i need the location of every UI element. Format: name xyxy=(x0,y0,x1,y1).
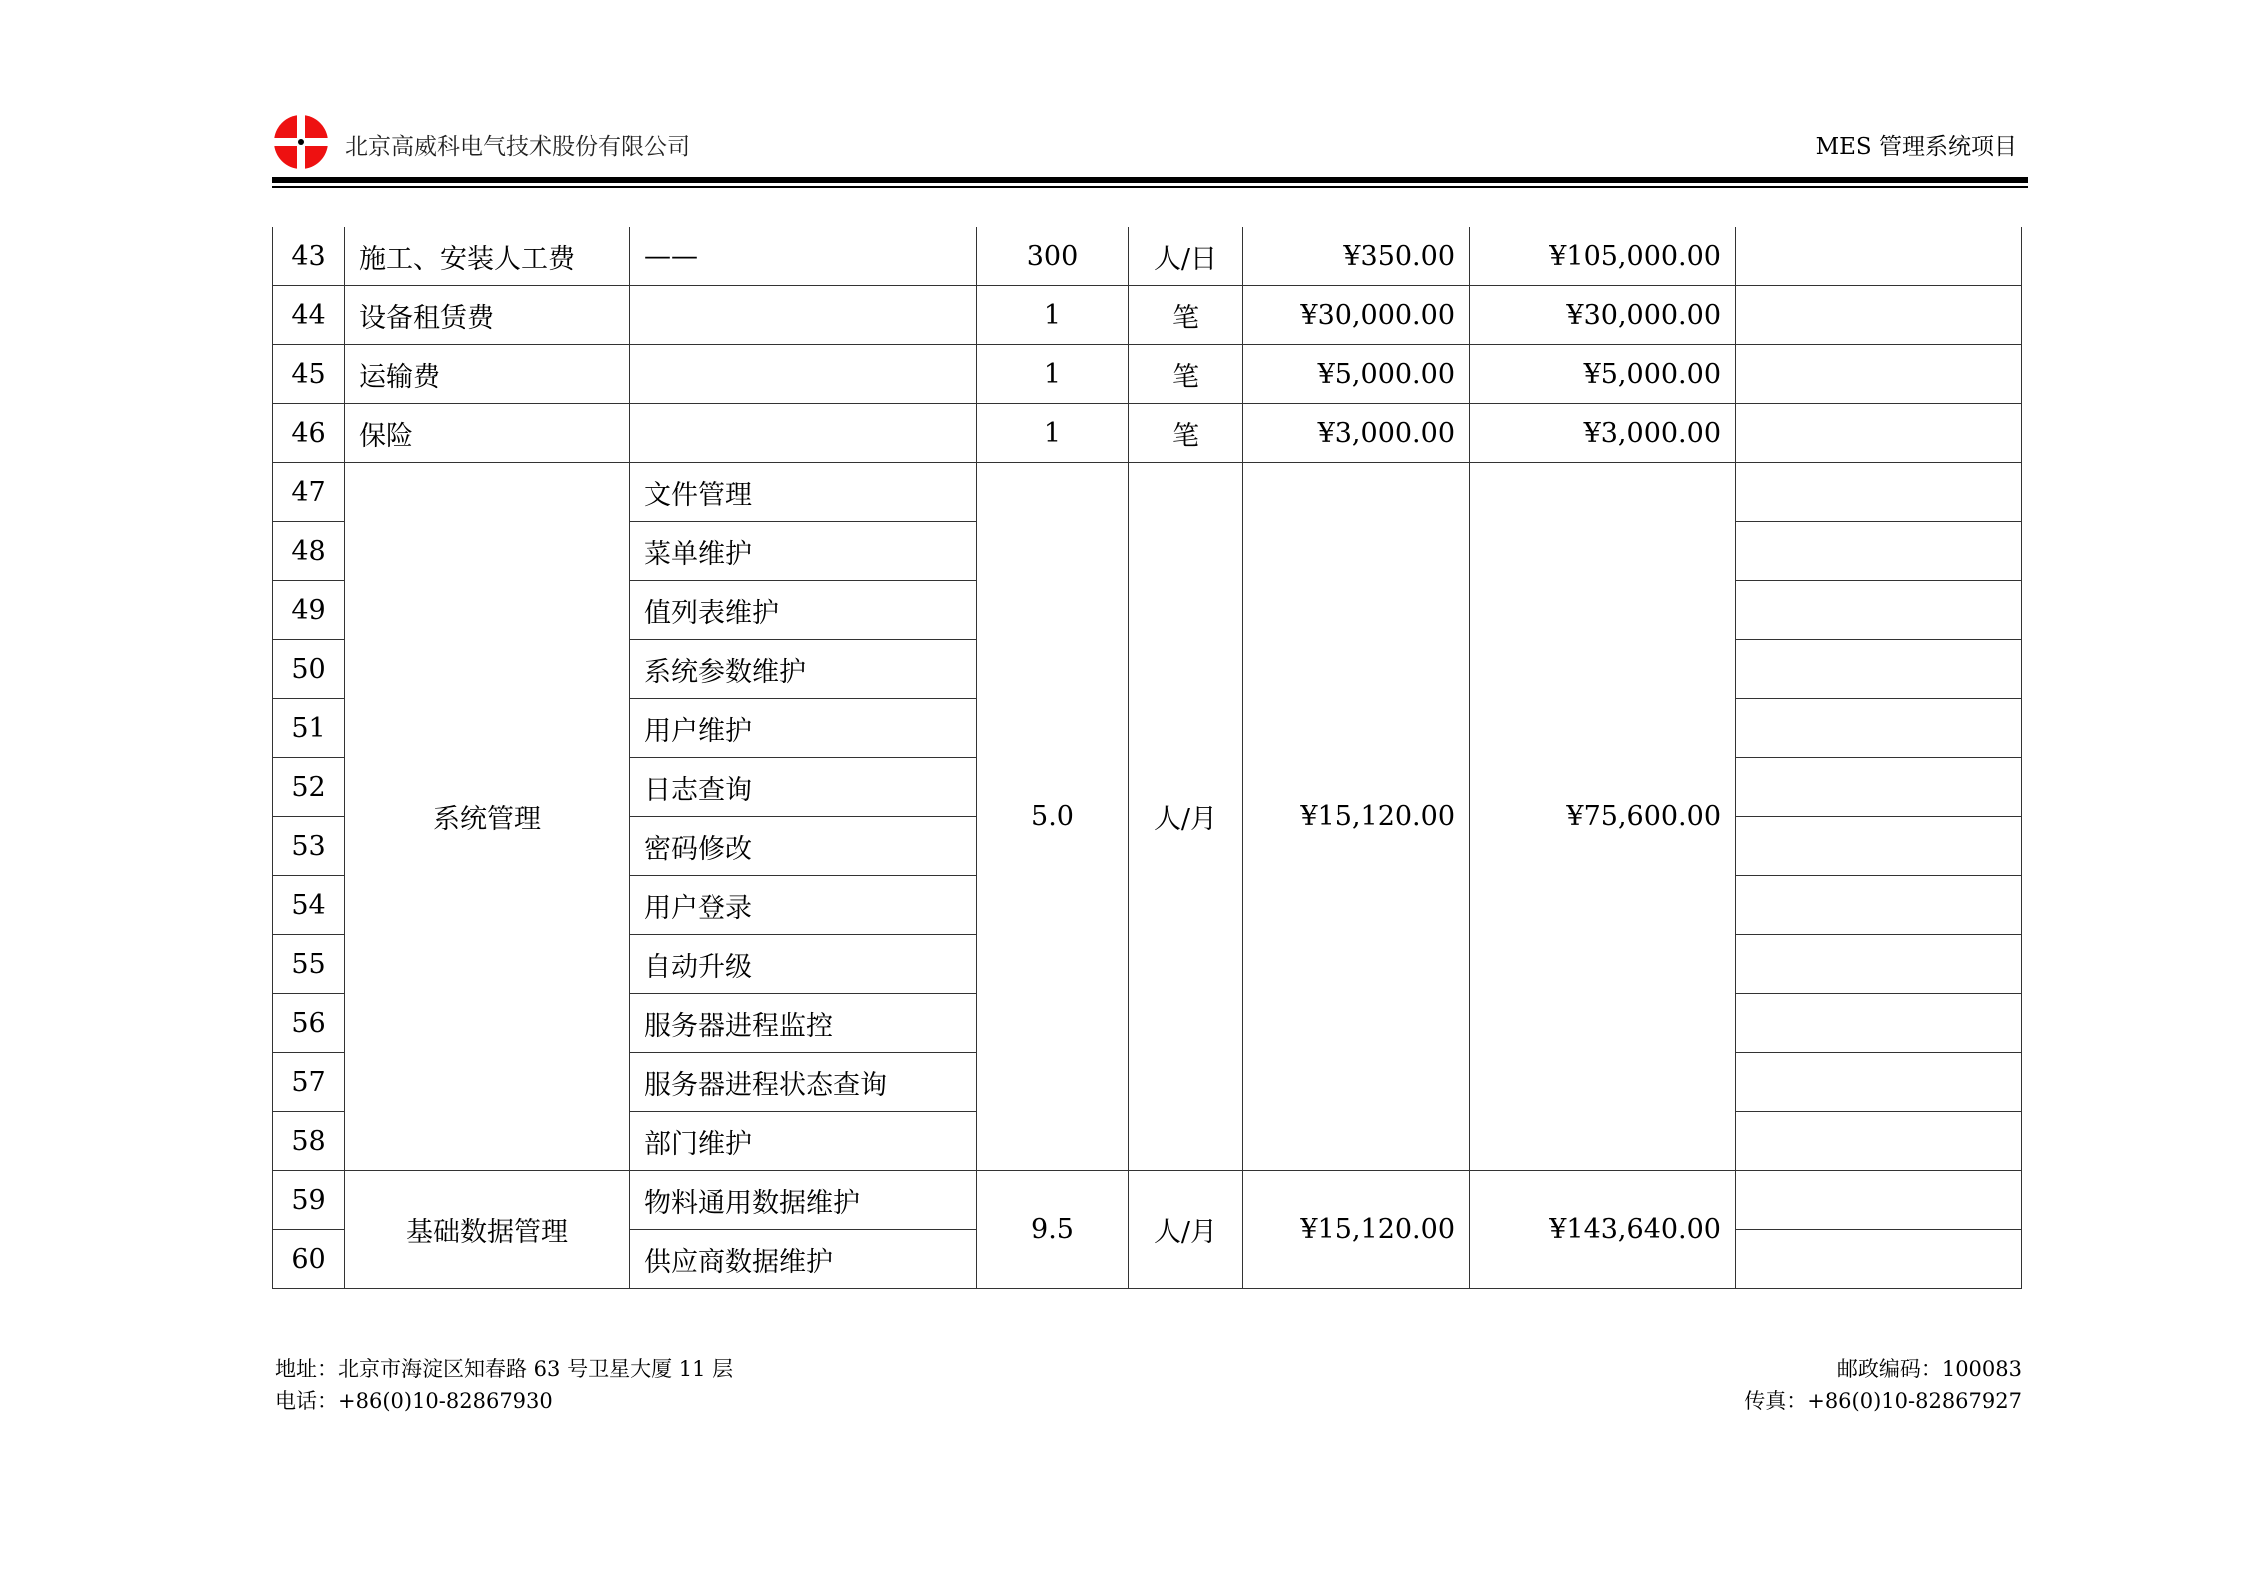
cell-total: ¥3,000.00 xyxy=(1470,404,1736,463)
cell-total: ¥143,640.00 xyxy=(1470,1171,1736,1289)
cell-detail: 日志查询 xyxy=(630,758,977,817)
cell-remark xyxy=(1736,817,2022,876)
table-row xyxy=(273,227,2022,286)
cell-name: 设备租赁费 xyxy=(345,286,630,345)
cell-detail: 自动升级 xyxy=(630,935,977,994)
cell-remark xyxy=(1736,463,2022,522)
cell-unit: 笔 xyxy=(1129,345,1243,404)
cell-remark xyxy=(1736,345,2022,404)
cell-remark xyxy=(1736,227,2022,286)
table-row xyxy=(273,463,2022,522)
cell-price: ¥3,000.00 xyxy=(1243,404,1470,463)
cell-unit: 人/日 xyxy=(1129,227,1243,286)
footer-fax: 传真：+86(0)10-82867927 xyxy=(1744,1389,2022,1413)
cell-price: ¥30,000.00 xyxy=(1243,286,1470,345)
cell-detail: 系统参数维护 xyxy=(630,640,977,699)
cell-unit: 笔 xyxy=(1129,286,1243,345)
cell-detail: 部门维护 xyxy=(630,1112,977,1171)
table-row xyxy=(273,1171,2022,1230)
cell-no: 60 xyxy=(273,1230,345,1289)
cell-price: ¥350.00 xyxy=(1243,227,1470,286)
cell-qty: 5.0 xyxy=(977,463,1129,1171)
cell-no: 43 xyxy=(273,227,345,286)
cell-no: 50 xyxy=(273,640,345,699)
cell-remark xyxy=(1736,699,2022,758)
cell-no: 47 xyxy=(273,463,345,522)
cell-detail: 物料通用数据维护 xyxy=(630,1171,977,1230)
cell-qty: 1 xyxy=(977,404,1129,463)
cell-no: 44 xyxy=(273,286,345,345)
cell-total: ¥5,000.00 xyxy=(1470,345,1736,404)
cell-qty: 1 xyxy=(977,345,1129,404)
cell-detail xyxy=(630,286,977,345)
cell-remark xyxy=(1736,404,2022,463)
company-name: 北京高威科电气技术股份有限公司 xyxy=(345,134,690,160)
cell-no: 59 xyxy=(273,1171,345,1230)
cell-no: 51 xyxy=(273,699,345,758)
cell-no: 46 xyxy=(273,404,345,463)
cell-price: ¥15,120.00 xyxy=(1243,1171,1470,1289)
cell-name: 施工、安装人工费 xyxy=(345,227,630,286)
cell-no: 52 xyxy=(273,758,345,817)
cell-detail: 服务器进程监控 xyxy=(630,994,977,1053)
cell-detail: —— xyxy=(630,227,977,286)
quote-table xyxy=(272,227,2022,1289)
footer-postcode: 邮政编码：100083 xyxy=(1836,1357,2022,1381)
cell-qty: 9.5 xyxy=(977,1171,1129,1289)
header-rule-thin xyxy=(272,186,2028,188)
cell-remark xyxy=(1736,1112,2022,1171)
cell-remark xyxy=(1736,994,2022,1053)
cell-unit: 人/月 xyxy=(1129,1171,1243,1289)
cell-remark xyxy=(1736,1053,2022,1112)
table-row xyxy=(273,345,2022,404)
cell-remark xyxy=(1736,522,2022,581)
cell-remark xyxy=(1736,581,2022,640)
cell-no: 58 xyxy=(273,1112,345,1171)
cell-detail xyxy=(630,404,977,463)
footer-address: 地址：北京市海淀区知春路 63 号卫星大厦 11 层 xyxy=(275,1357,734,1381)
cell-remark xyxy=(1736,876,2022,935)
cell-detail: 文件管理 xyxy=(630,463,977,522)
cell-remark xyxy=(1736,1230,2022,1289)
cell-remark xyxy=(1736,1171,2022,1230)
cell-remark xyxy=(1736,935,2022,994)
cell-name: 保险 xyxy=(345,404,630,463)
cell-remark xyxy=(1736,640,2022,699)
cell-detail: 值列表维护 xyxy=(630,581,977,640)
cell-no: 53 xyxy=(273,817,345,876)
cell-detail: 用户维护 xyxy=(630,699,977,758)
cell-remark xyxy=(1736,758,2022,817)
cell-total: ¥105,000.00 xyxy=(1470,227,1736,286)
cell-unit: 笔 xyxy=(1129,404,1243,463)
cell-no: 55 xyxy=(273,935,345,994)
cell-group-name: 基础数据管理 xyxy=(345,1171,630,1289)
project-title: MES 管理系统项目 xyxy=(1815,134,2017,160)
cell-price: ¥5,000.00 xyxy=(1243,345,1470,404)
cell-no: 54 xyxy=(273,876,345,935)
cell-qty: 300 xyxy=(977,227,1129,286)
cell-name: 运输费 xyxy=(345,345,630,404)
cell-detail: 密码修改 xyxy=(630,817,977,876)
cell-detail: 用户登录 xyxy=(630,876,977,935)
cell-no: 45 xyxy=(273,345,345,404)
cell-qty: 1 xyxy=(977,286,1129,345)
cell-no: 56 xyxy=(273,994,345,1053)
cell-total: ¥75,600.00 xyxy=(1470,463,1736,1171)
cell-detail: 菜单维护 xyxy=(630,522,977,581)
footer-phone: 电话：+86(0)10-82867930 xyxy=(275,1389,553,1413)
header-rule-thick xyxy=(272,177,2028,183)
table-row xyxy=(273,286,2022,345)
cell-no: 57 xyxy=(273,1053,345,1112)
cell-remark xyxy=(1736,286,2022,345)
cell-no: 48 xyxy=(273,522,345,581)
company-logo xyxy=(273,114,329,170)
cell-no: 49 xyxy=(273,581,345,640)
cell-detail: 供应商数据维护 xyxy=(630,1230,977,1289)
cell-price: ¥15,120.00 xyxy=(1243,463,1470,1171)
cell-detail xyxy=(630,345,977,404)
cell-total: ¥30,000.00 xyxy=(1470,286,1736,345)
table-row xyxy=(273,404,2022,463)
cell-group-name: 系统管理 xyxy=(345,463,630,1171)
cell-unit: 人/月 xyxy=(1129,463,1243,1171)
cell-detail: 服务器进程状态查询 xyxy=(630,1053,977,1112)
